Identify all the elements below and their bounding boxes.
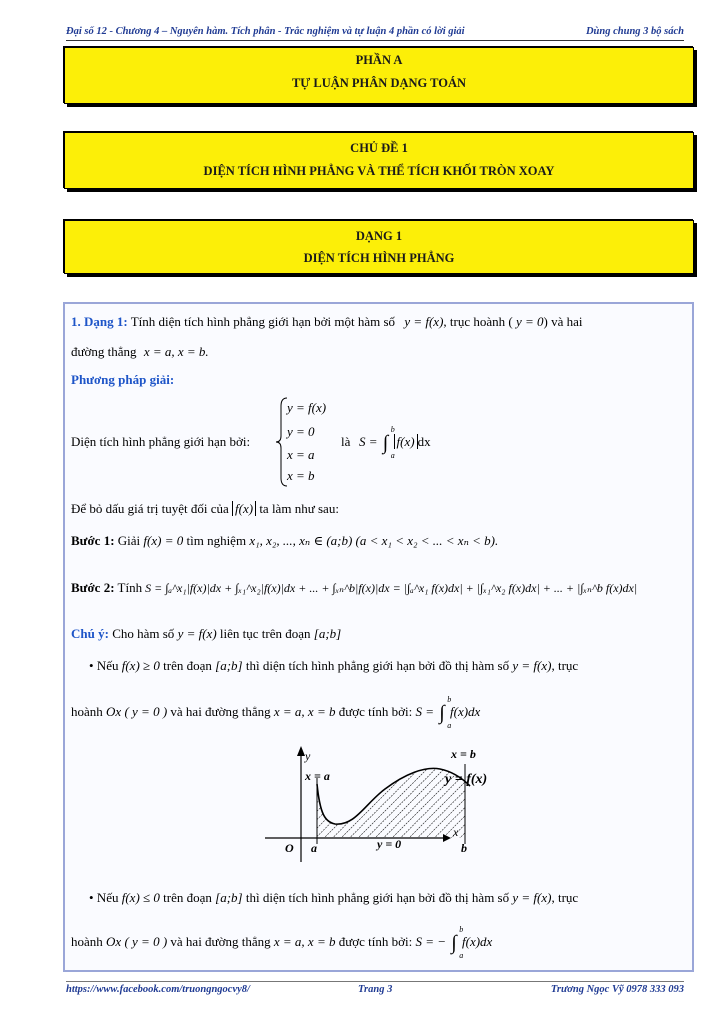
- bullet: •: [89, 658, 94, 673]
- case2-S: S = −: [415, 934, 447, 949]
- dang-line: [71, 314, 583, 330]
- line2-text: đường thẳng: [71, 344, 137, 359]
- case2-body: f(x)dx: [462, 934, 493, 949]
- banner-line1: PHẦN A: [355, 53, 403, 67]
- la-text: là: [341, 434, 351, 449]
- page-number: Trang 3: [358, 984, 393, 995]
- footer-author: Trương Ngọc Vỹ 0978 333 093: [550, 984, 684, 995]
- abs-fx: f(x): [232, 501, 256, 516]
- case1-text: Nếu: [96, 658, 119, 673]
- lim-lower: a: [390, 451, 395, 461]
- xb-label: x = b: [451, 747, 476, 761]
- lim-upper: b: [390, 425, 395, 435]
- case1-fx: y = f(x): [512, 658, 552, 673]
- case1-Ox: Ox: [106, 704, 122, 719]
- step2-formula: S = ∫ₐ^x₁|f(x)|dx + ∫ₓ₁^x₂|f(x)|dx + ... + ∫ₓₙ^b|f(x)|dx = |∫ₐ^x₁ f(x)dx| + |∫ₓ₁^x₂ f(x)dx| + ... + |∫ₓₙ^b f(x)dx|: [145, 581, 638, 595]
- lim-lower: a: [447, 721, 452, 731]
- step2-line: [71, 580, 637, 596]
- system-eq-3: x = a: [287, 447, 315, 462]
- lim-lower: a: [459, 951, 464, 961]
- note-label: Chú ý:: [71, 626, 109, 641]
- case2-fx: y = f(x): [512, 890, 552, 905]
- system-eq-2: y = 0: [287, 424, 315, 439]
- note-line: [71, 626, 341, 642]
- case2-text: Nếu: [96, 890, 119, 905]
- lim-upper: b: [447, 695, 452, 705]
- banner-line1: CHỦ ĐỀ 1: [350, 141, 408, 155]
- case2-text3: thì diện tích hình phẳng giới hạn bởi đồ thị hàm số: [245, 890, 510, 905]
- case1-S: S =: [415, 704, 435, 719]
- banner-line1: DẠNG 1: [355, 229, 403, 243]
- hatched-region: [317, 768, 465, 838]
- area-body: f(x): [394, 434, 418, 449]
- area-label: Diện tích hình phẳng giới hạn bởi:: [71, 434, 251, 449]
- banner-dang: [64, 220, 694, 274]
- case1-cond: f(x) ≥ 0: [121, 658, 160, 673]
- step1-eq: f(x) = 0: [143, 533, 184, 548]
- a-label: a: [311, 841, 317, 855]
- note-text2: liên tục trên đoạn: [219, 626, 311, 641]
- case1-line2: [71, 695, 481, 731]
- case2-line2b: và hai đường thẳng: [170, 934, 271, 949]
- footer-divider: [66, 981, 684, 982]
- header-left: Đại số 12 - Chương 4 – Nguyên hàm. Tích phân - Trắc nghiệm và tự luận 4 phần có lời giải: [66, 26, 465, 37]
- header-right: Dùng chung 3 bộ sách: [585, 26, 684, 37]
- case1-line2a: hoành: [71, 704, 103, 719]
- line2-math: x = a, x = b.: [143, 344, 209, 359]
- case1-line2c: được tính bởi:: [338, 704, 413, 719]
- step1-text2: tìm nghiệm: [186, 533, 247, 548]
- dang-text: Tính diện tích hình phẳng giới hạn bởi một hàm số: [130, 314, 396, 329]
- system-eq-4: x = b: [287, 468, 315, 483]
- note-text: Cho hàm số: [112, 626, 175, 641]
- dang-text2: , trục hoành (: [443, 314, 513, 329]
- footer-link[interactable]: https://www.facebook.com/truongngocvy8/: [66, 984, 250, 995]
- case2-line2: [71, 925, 493, 961]
- page-footer: [66, 984, 684, 998]
- case1-text2: trên đoạn: [163, 658, 212, 673]
- case1-xab: x = a, x = b: [273, 704, 336, 719]
- area-figure: [265, 744, 505, 864]
- case2-ab: [a;b]: [215, 890, 243, 905]
- note-fx: y = f(x): [177, 626, 217, 641]
- method-title: Phương pháp giải:: [71, 372, 175, 387]
- dang-label: 1. Dạng 1:: [71, 314, 128, 329]
- case1-text3: thì diện tích hình phẳng giới hạn bởi đồ thị hàm số: [245, 658, 510, 673]
- case1-text4: , trục: [551, 658, 579, 673]
- b-label: b: [461, 841, 467, 855]
- note-ab: [a;b]: [313, 626, 342, 641]
- page-header: [66, 26, 684, 40]
- banner-phan-a: [64, 47, 694, 104]
- banner-chu-de: [64, 132, 694, 189]
- fx-figure-label: y = f(x): [445, 772, 488, 787]
- area-formula: [359, 425, 431, 461]
- integral-sign: ∫ b a: [439, 695, 452, 731]
- case2-text4: , trục: [551, 890, 579, 905]
- origin-label: O: [285, 841, 294, 855]
- system-eq-1: y = f(x): [287, 400, 327, 415]
- bullet: •: [89, 890, 94, 905]
- y-axis-arrow: [297, 746, 305, 756]
- header-divider: [66, 40, 684, 41]
- case2-line2c: được tính bởi:: [338, 934, 413, 949]
- abs-text2: ta làm như sau:: [259, 501, 339, 516]
- integral-sign: ∫ b a: [382, 425, 395, 461]
- lim-upper: b: [459, 925, 464, 935]
- integral-sign: ∫ b a: [451, 925, 464, 961]
- case2-xab: x = a, x = b: [273, 934, 336, 949]
- case2-line2a: hoành: [71, 934, 103, 949]
- dang-text3: ) và hai: [543, 314, 583, 329]
- case1-line2b: và hai đường thẳng: [170, 704, 271, 719]
- x-label: x: [453, 825, 459, 839]
- banner-line2: TỰ LUẬN PHÂN DẠNG TOÁN: [291, 76, 467, 90]
- content-box: [63, 302, 694, 972]
- case2-line: [89, 890, 578, 906]
- case1-y0: ( y = 0 ): [124, 704, 168, 719]
- case2-cond: f(x) ≤ 0: [121, 890, 160, 905]
- banner-line2: DIỆN TÍCH HÌNH PHẲNG: [303, 251, 455, 265]
- step2-text: Tính: [117, 580, 143, 595]
- dang-y0: y = 0: [515, 314, 544, 329]
- step1-line: [71, 533, 498, 549]
- step1-label: Bước 1:: [71, 533, 115, 548]
- y0-label: y = 0: [377, 837, 402, 851]
- banner-line2: DIỆN TÍCH HÌNH PHẲNG VÀ THỂ TÍCH KHỐI TRÒN XOAY: [203, 164, 555, 178]
- case1-body: f(x)dx: [450, 704, 481, 719]
- dang-fx: y = f(x): [404, 314, 444, 329]
- case1-line: [89, 658, 578, 674]
- abs-line: [71, 501, 339, 517]
- y-label: y: [305, 749, 311, 763]
- area-dx: dx: [417, 434, 431, 449]
- area-S: S =: [359, 434, 378, 449]
- step1-text: Giải: [117, 533, 141, 548]
- abs-text1: Để bỏ dấu giá trị tuyệt đối của: [71, 501, 229, 516]
- case1-ab: [a;b]: [215, 658, 243, 673]
- case2-text2: trên đoạn: [163, 890, 212, 905]
- dang-line2: [71, 344, 209, 360]
- step1-roots: x₁, x₂, ..., xₙ ∈ (a;b) (a < x₁ < x₂ < ... < xₙ < b).: [249, 533, 499, 548]
- xa-label: x = a: [305, 769, 330, 783]
- case2-Ox: Ox: [106, 934, 122, 949]
- case2-y0: ( y = 0 ): [124, 934, 168, 949]
- step2-label: Bước 2:: [71, 580, 115, 595]
